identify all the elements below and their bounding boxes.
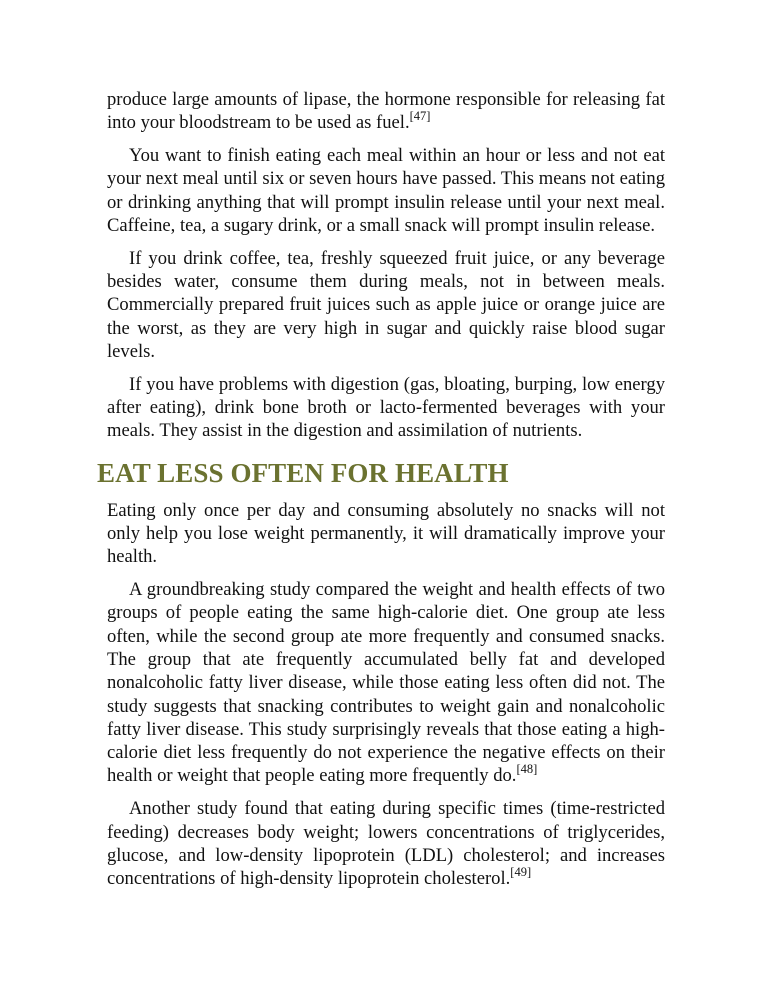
section-heading: EAT LESS OFTEN FOR HEALTH (97, 457, 509, 488)
paragraph-lipase (107, 88, 665, 135)
paragraph-text: You want to finish eating each meal within an hour or less and not eat your next meal until six or seven hours have passed. This means not eating or drinking anything that will prompt insulin release until your next meal. Caffeine, tea, a sugary drink, or a small snack will prompt insulin release. (107, 145, 665, 236)
paragraph-text: produce large amounts of lipase, the hormone responsible for releasing fat into your bloodstream to be used as fuel. (107, 89, 665, 134)
paragraph-once-per-day (107, 499, 665, 569)
paragraph-digestion (107, 373, 665, 443)
paragraph-groundbreaking-study (107, 578, 665, 788)
paragraph-time-restricted (107, 797, 665, 890)
paragraph-text: Eating only once per day and consuming absolutely no snacks will not only help you lose weight permanently, it will dramatically improve your health. (107, 499, 665, 568)
footnote-ref[interactable]: [47] (409, 109, 431, 124)
paragraph-text: Another study found that eating during specific times (time-restricted feeding) decreases body weight; lowers concentrations of triglycerides, glucose, and low-density lipoprotein (LDL) cholesterol; and increases concentrations of high-density lipoprotein cholesterol. (107, 798, 665, 890)
paragraph-text: If you drink coffee, tea, freshly squeezed fruit juice, or any beverage besides water, consume them during meals, not in between meals. Commercially prepared fruit juices such as apple juice or orange juice are the worst, as they are very high in sugar and quickly raise blood sugar levels. (107, 247, 665, 362)
footnote-ref[interactable]: [48] (516, 762, 538, 777)
paragraph-meal-timing (107, 144, 665, 237)
paragraph-beverages (107, 247, 665, 363)
paragraph-text: A groundbreaking study compared the weight and health effects of two groups of people eating the same high-calorie diet. One group ate less often, while the second group ate more frequently and consumed snacks. The group that ate frequently accumulated belly fat and developed nonalcoholic fatty liver disease, while those eating less often did not. The study suggests that snacking contributes to weight gain and nonalcoholic fatty liver disease. This study surprisingly reveals that those eating a high-calorie diet less frequently do not experience the negative effects on their health or weight that people eating more frequently do. (107, 579, 665, 787)
footnote-ref[interactable]: [49] (510, 864, 532, 879)
paragraph-text: If you have problems with digestion (gas, bloating, burping, low energy after eating), drink bone broth or lacto-fermented beverages with your meals. They assist in the digestion and assimilation of nutrients. (107, 373, 665, 442)
page-body (97, 88, 665, 900)
